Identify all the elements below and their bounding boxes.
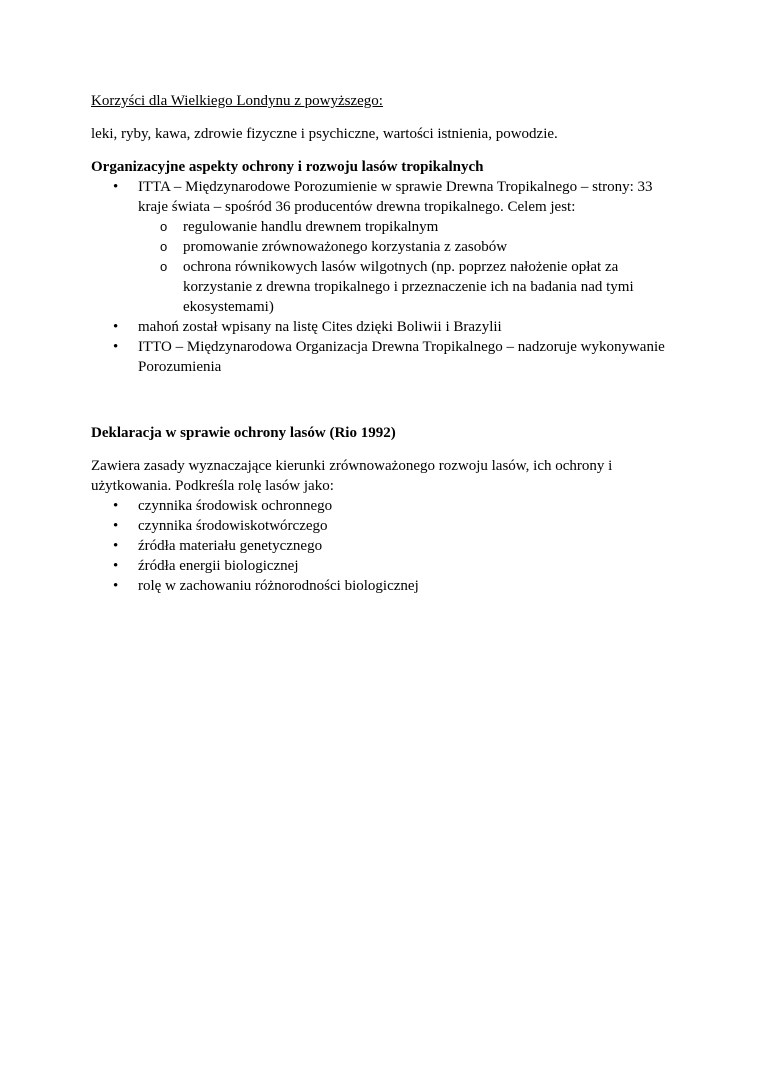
organizational-list bbox=[91, 177, 681, 377]
list-item: • źródła materiału genetycznego bbox=[91, 536, 681, 556]
benefits-heading: Korzyści dla Wielkiego Londynu z powyższego: bbox=[91, 93, 383, 109]
sub-list-item: o ochrona równikowych lasów wilgotnych (np. poprzez nałożenie opłat za korzystanie z drewna tropikalnego i przeznaczenie ich na badania nad tymi ekosystemami) bbox=[138, 257, 681, 317]
itta-text: ITTA – Międzynarodowe Porozumienie w sprawie Drewna Tropikalnego – strony: 33 kraje świata – spośród 36 producentów drewna tropikalnego. Celem jest: bbox=[138, 179, 653, 215]
list-item: • rolę w zachowaniu różnorodności biologicznej bbox=[91, 576, 681, 596]
list-item-itto: • ITTO – Międzynarodowa Organizacja Drewna Tropikalnego – nadzoruje wykonywanie Porozumienia bbox=[91, 337, 681, 377]
sub-list-item: o promowanie zrównoważonego korzystania z zasobów bbox=[138, 237, 681, 257]
itta-goals-list bbox=[138, 217, 681, 317]
rio-declaration-heading: Deklaracja w sprawie ochrony lasów (Rio 1992) bbox=[91, 425, 396, 441]
sub-list-item: o regulowanie handlu drewnem tropikalnym bbox=[138, 217, 681, 237]
list-item: • źródła energii biologicznej bbox=[91, 556, 681, 576]
list-item: • czynnika środowiskotwórczego bbox=[91, 516, 681, 536]
forest-roles-list bbox=[91, 496, 681, 596]
list-item-itta bbox=[91, 177, 681, 317]
document-page bbox=[91, 91, 681, 596]
rio-declaration-text: Zawiera zasady wyznaczające kierunki zrównoważonego rozwoju lasów, ich ochrony i użytkowania. Podkreśla rolę lasów jako: bbox=[91, 458, 613, 494]
list-item-mahon: • mahoń został wpisany na listę Cites dzięki Boliwii i Brazylii bbox=[91, 317, 681, 337]
list-item: • czynnika środowisk ochronnego bbox=[91, 496, 681, 516]
benefits-text: leki, ryby, kawa, zdrowie fizyczne i psychiczne, wartości istnienia, powodzie. bbox=[91, 126, 558, 142]
organizational-aspects-heading: Organizacyjne aspekty ochrony i rozwoju lasów tropikalnych bbox=[91, 159, 484, 175]
